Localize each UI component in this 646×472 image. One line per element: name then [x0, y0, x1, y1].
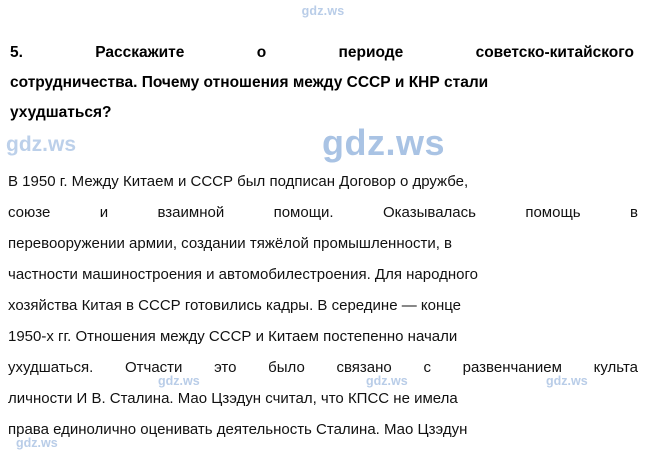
- answer-word: было: [268, 359, 305, 376]
- answer-word: это: [214, 359, 237, 376]
- answer-line-8: личности И В. Сталина. Мао Цзэдун считал, что КПСС не имела: [8, 390, 458, 407]
- answer-word: и: [99, 204, 109, 221]
- answer-word: в: [630, 204, 638, 221]
- question-line-1: [10, 38, 634, 68]
- watermark-row-right: gdz.ws: [546, 374, 588, 388]
- question-line-2: сотрудничества. Почему отношения между СССР и КНР стали: [10, 74, 489, 91]
- question-word: о: [256, 44, 267, 61]
- answer-word: культа: [593, 359, 638, 376]
- question-line-3: ухудшаться?: [10, 104, 112, 121]
- watermark-bottom-left: gdz.ws: [16, 436, 58, 450]
- question-number: 5.: [10, 44, 23, 61]
- question-word: периоде: [338, 44, 404, 61]
- answer-line-9: права единолично оценивать деятельность Сталина. Мао Цзэдун: [8, 421, 468, 438]
- watermark-left-mid: gdz.ws: [6, 133, 77, 156]
- answer-block: [8, 166, 638, 445]
- answer-line-7: [8, 352, 638, 383]
- answer-word: с: [423, 359, 431, 376]
- watermark-top: gdz.ws: [301, 4, 345, 18]
- watermark-row-center: gdz.ws: [366, 374, 408, 388]
- answer-line-5: хозяйства Китая в СССР готовились кадры. В середине — конце: [8, 297, 462, 314]
- answer-line-6: 1950-х гг. Отношения между СССР и Китаем постепенно начали: [8, 328, 458, 345]
- answer-word: ухудшаться.: [8, 359, 94, 376]
- answer-word: связано: [336, 359, 392, 376]
- question-word: Расскажите: [95, 44, 185, 61]
- answer-line-1: В 1950 г. Между Китаем и СССР был подписан Договор о дружбе,: [8, 173, 469, 190]
- answer-word: союзе: [8, 204, 51, 221]
- answer-word: взаимной: [157, 204, 225, 221]
- question-word: советско-китайского: [475, 44, 634, 61]
- answer-word: помощь: [525, 204, 581, 221]
- answer-word: Отчасти: [124, 359, 183, 376]
- watermark-center-big: gdz.ws: [322, 122, 446, 163]
- answer-line-4: частности машиностроения и автомобилестроения. Для народного: [8, 266, 478, 283]
- watermark-row-left: gdz.ws: [158, 374, 200, 388]
- answer-word: Оказывалась: [383, 204, 476, 221]
- answer-word: помощи.: [273, 204, 334, 221]
- question-block: [10, 38, 634, 128]
- answer-line-3: перевооружении армии, создании тяжёлой промышленности, в: [8, 235, 453, 252]
- answer-word: развенчанием: [462, 359, 562, 376]
- answer-line-2: [8, 197, 638, 228]
